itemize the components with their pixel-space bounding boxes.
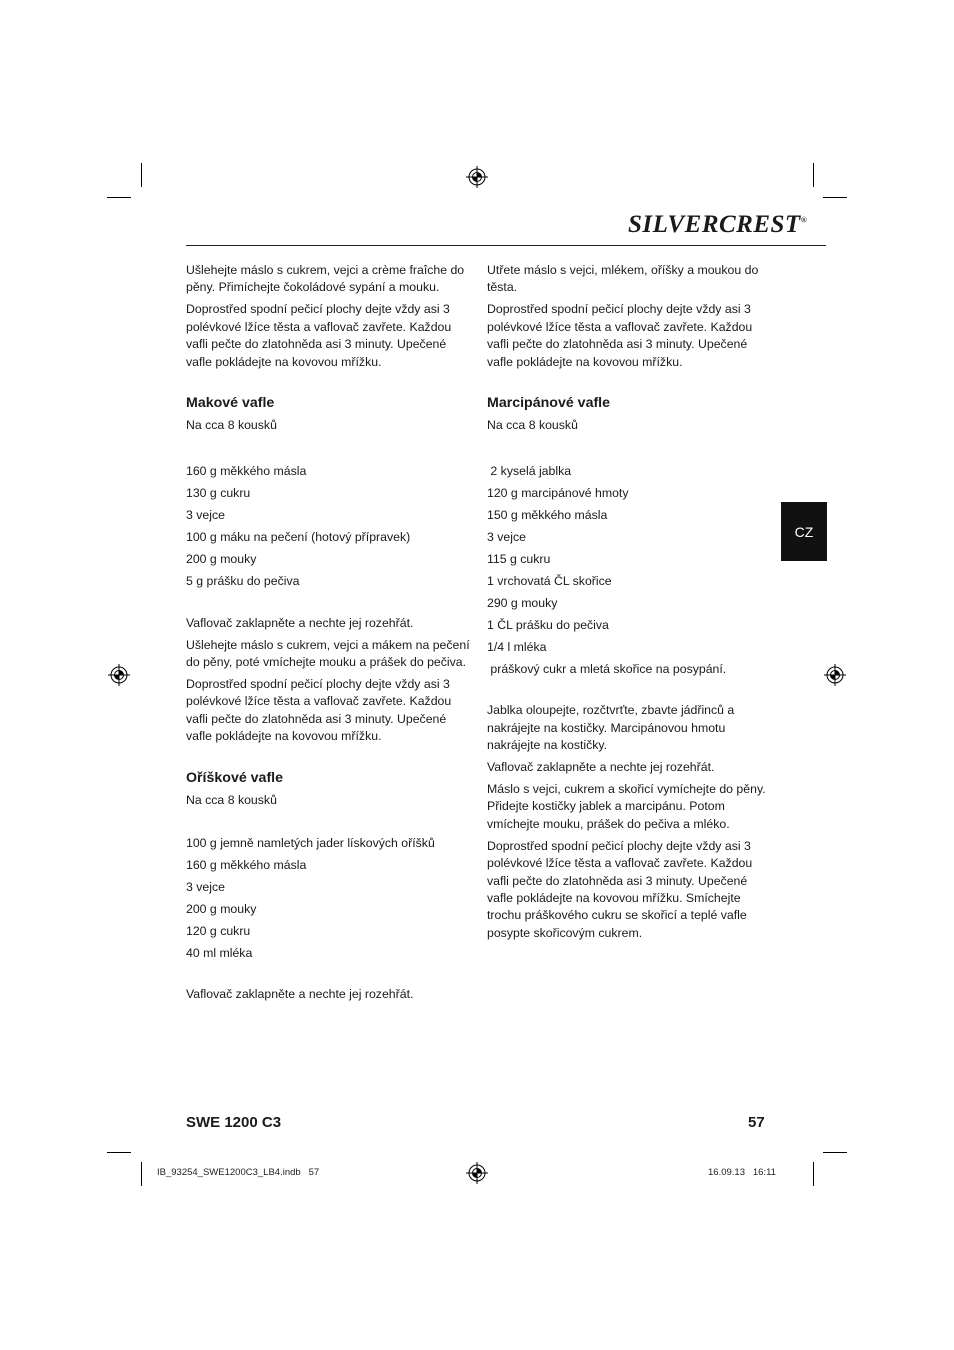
crop-mark (823, 197, 847, 198)
crop-mark (813, 1162, 814, 1186)
crop-mark (107, 1152, 131, 1153)
ingredient-item: 3 vejce (186, 508, 225, 523)
ingredient-list (186, 461, 471, 592)
registration-mark-icon (108, 664, 130, 686)
intro-paragraph: Utřete máslo s vejci, mlékem, oříšky a moukou do těsta. (487, 263, 759, 295)
ingredient-item: 3 vejce (487, 530, 526, 545)
brand-logo: SILVERCREST® (628, 211, 808, 238)
step-paragraph: Vaflovač zaklapněte a nechte jej rozehřát. (186, 615, 414, 630)
language-tab-label: CZ (794, 523, 814, 540)
ingredient-list (186, 833, 471, 964)
step-paragraph: Vaflovač zaklapněte a nechte jej rozehřát. (487, 760, 715, 775)
ingredient-item: 130 g cukru (186, 486, 251, 501)
slug-date: 16.09.13 16:11 (708, 1167, 776, 1178)
step-paragraph: Doprostřed spodní pečicí plochy dejte vždy asi 3 polévkové lžíce těsta a vaflovač zavřete. Každou vafli pečte do zlatohněda asi 3 minuty. Upečené vafle pokládejte na kovovou mřížku. (186, 677, 452, 744)
ingredient-item: 290 g mouky (487, 595, 558, 610)
ingredient-item: 100 g máku na pečení (hotový přípravek) (186, 530, 411, 545)
recipe-yield: Na cca 8 kousků (487, 418, 578, 433)
recipe-title-oriskove: Oříškové vafle (186, 770, 284, 787)
intro-paragraph: Ušlehejte máslo s cukrem, vejci a crème fraîche do pěny. Přimíchejte čokoládové sypání a mouku. (186, 263, 465, 295)
step-paragraph: Doprostřed spodní pečicí plochy dejte vždy asi 3 polévkové lžíce těsta a vaflovač zavřete. Každou vafli pečte do zlatohněda asi 3 minuty. Upečené vafle pokládejte na kovovou mřížku. Smíchejte trochu práškového cukru se skořicí a teplé vafle posypte skořicovým cukrem. (487, 838, 753, 940)
slug-file: IB_93254_SWE1200C3_LB4.indb 57 (157, 1167, 320, 1178)
ingredient-item: 40 ml mléka (186, 945, 253, 960)
ingredient-item: 3 vejce (186, 879, 225, 894)
ingredient-item: 160 g měkkého másla (186, 464, 307, 479)
crop-mark (813, 163, 814, 187)
step-paragraph: Jablka oloupejte, rozčtvrťte, zbavte jádřinců a nakrájejte na kostičky. Marcipánovou hmotu nakrájejte na kostičky. (487, 703, 735, 753)
registration-mark-icon (466, 166, 488, 188)
crop-mark (823, 1152, 847, 1153)
recipe-yield: Na cca 8 kousků (186, 418, 277, 433)
ingredient-item: 1 vrchovatá ČL skořice (487, 573, 612, 588)
ingredient-item: 200 g mouky (186, 551, 257, 566)
ingredient-item: 1 ČL prášku do pečiva (487, 617, 609, 632)
ingredient-item: 2 kyselá jablka (487, 464, 572, 479)
page-number: 57 (748, 1114, 765, 1131)
crop-mark (141, 1162, 142, 1186)
header-rule (186, 245, 826, 246)
ingredient-item: 200 g mouky (186, 901, 257, 916)
crop-mark (107, 197, 131, 198)
ingredient-item: 120 g cukru (186, 923, 251, 938)
recipe-yield: Na cca 8 kousků (186, 793, 277, 808)
ingredient-item: 120 g marcipánové hmoty (487, 486, 629, 501)
footer-model: SWE 1200 C3 (186, 1114, 282, 1131)
crop-mark (141, 163, 142, 187)
registration-mark-icon (466, 1162, 488, 1184)
recipe-title-marcipanove: Marcipánové vafle (487, 395, 611, 412)
ingredient-item: 1/4 l mléka (487, 639, 547, 654)
ingredient-item: 5 g prášku do pečiva (186, 573, 300, 588)
ingredient-item: práškový cukr a mletá skořice na posypání. (487, 661, 727, 676)
registration-mark-icon (824, 664, 846, 686)
ingredient-item: 115 g cukru (487, 551, 551, 566)
left-column (186, 262, 471, 1008)
language-tab (781, 502, 827, 561)
step-paragraph: Vaflovač zaklapněte a nechte jej rozehřát. (186, 987, 414, 1002)
step-paragraph: Ušlehejte máslo s cukrem, vejci a mákem na pečení do pěny, poté vmíchejte mouku a prášek do pečiva. (186, 637, 470, 670)
ingredient-list (487, 461, 772, 680)
step-paragraph: Máslo s vejci, cukrem a skořicí vymíchejte do pěny. Přidejte kostičky jablek a marcipánu. Potom vmíchejte mouku, prášek do pečiva a mléko. (487, 782, 766, 831)
intro-paragraph: Doprostřed spodní pečicí plochy dejte vždy asi 3 polévkové lžíce těsta a vaflovač zavřete. Každou vafli pečte do zlatohněda asi 3 minuty. Upečené vafle pokládejte na kovovou mřížku. (186, 302, 452, 369)
right-column (487, 262, 772, 947)
recipe-title-makove: Makové vafle (186, 395, 275, 412)
ingredient-item: 150 g měkkého másla (487, 508, 608, 523)
ingredient-item: 160 g měkkého másla (186, 857, 307, 872)
intro-paragraph: Doprostřed spodní pečicí plochy dejte vždy asi 3 polévkové lžíce těsta a vaflovač zavřete. Každou vafli pečte do zlatohněda asi 3 minuty. Upečené vafle pokládejte na kovovou mřížku. (487, 302, 753, 369)
ingredient-item: 100 g jemně namletých jader lískových oříšků (186, 836, 435, 851)
